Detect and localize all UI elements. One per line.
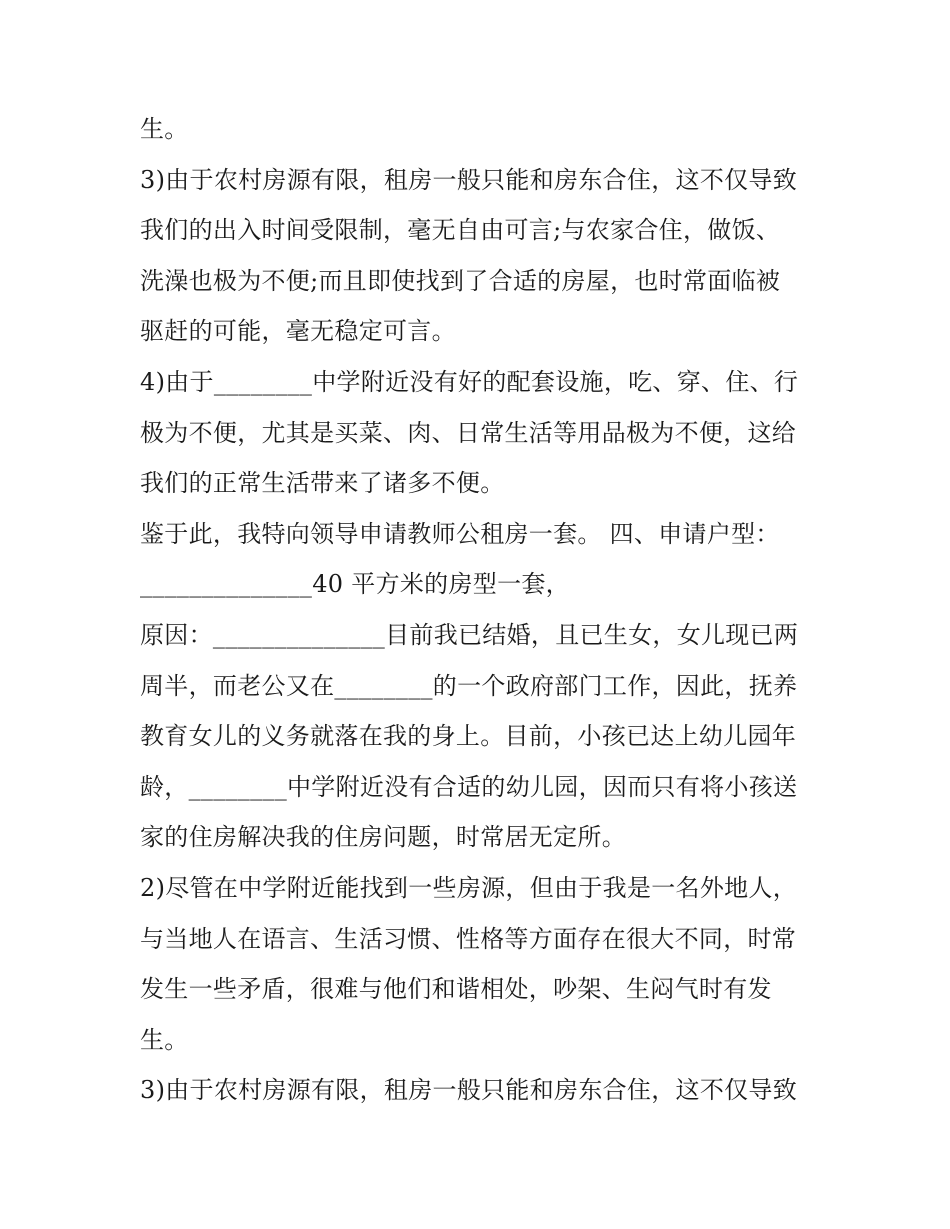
text-line: 教育女儿的义务就落在我的身上。目前，小孩已达上幼儿园年 [140, 722, 797, 751]
text-line: 2)尽管在中学附近能找到一些房源，但由于我是一名外地人， [140, 873, 798, 902]
text-line: 3)由于农村房源有限，租房一般只能和房东合住，这不仅导致 [140, 1076, 798, 1105]
text-line: 鉴于此，我特向领导申请教师公租房一套。 四、申请户型： [140, 519, 780, 548]
document-body [140, 104, 830, 1116]
text-line: 发生一些矛盾，很难与他们和谐相处，吵架、生闷气时有发 [140, 975, 772, 1004]
text-line: 我们的正常生活带来了诸多不便。 [140, 469, 505, 498]
text-line: 与当地人在语言、生活习惯、性格等方面存在很大不同，时常 [140, 924, 797, 953]
text-line: 生。 [140, 1025, 189, 1054]
text-line: 4)由于________中学附近没有好的配套设施，吃、穿、住、行 [140, 367, 799, 396]
text-line: 家的住房解决我的住房问题，时常居无定所。 [140, 823, 626, 852]
text-line: 3)由于农村房源有限，租房一般只能和房东合住，这不仅导致 [140, 165, 798, 194]
text-line: 龄，________中学附近没有合适的幼儿园，因而只有将小孩送 [140, 772, 798, 801]
text-line: 原因：______________目前我已结婚，且已生女，女儿现已两 [140, 620, 799, 649]
text-line: 驱赶的可能，毫无稳定可言。 [140, 317, 456, 346]
text-line: ______________40 平方米的房型一套， [140, 570, 570, 599]
text-line: 洗澡也极为不便;而且即使找到了合适的房屋，也时常面临被 [140, 266, 781, 295]
text-line: 极为不便，尤其是买菜、肉、日常生活等用品极为不便，这给 [140, 418, 797, 447]
text-line: 周半，而老公又在________的一个政府部门工作，因此，抚养 [140, 671, 798, 700]
text-line: 生。 [140, 115, 189, 143]
text-line: 我们的出入时间受限制，毫无自由可言;与农家合住，做饭、 [140, 216, 781, 245]
